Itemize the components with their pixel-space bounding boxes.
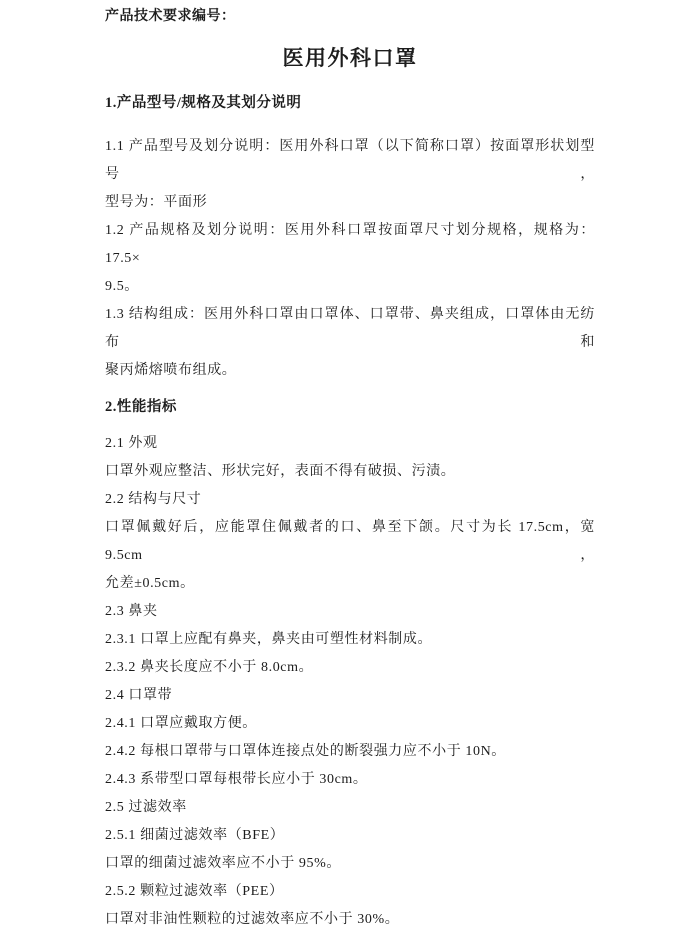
document-line: 2.3.1 口罩上应配有鼻夹，鼻夹由可塑性材料制成。: [105, 632, 433, 647]
document-line: 允差±0.5cm。: [105, 576, 195, 591]
document-line: 1.1 产品型号及划分说明：医用外科口罩（以下简称口罩）按面罩形状划型号，: [105, 139, 595, 182]
document-line: 9.5。: [105, 279, 139, 294]
section-body: [105, 133, 595, 385]
document-line: 2.5 过滤效率: [105, 800, 187, 815]
section-heading: 1.产品型号/规格及其划分说明: [105, 95, 302, 111]
document-line: 2.4 口罩带: [105, 688, 173, 703]
document-line: 2.3.2 鼻夹长度应不小于 8.0cm。: [105, 660, 314, 675]
document-line: 口罩的细菌过滤效率应不小于 95%。: [105, 856, 341, 871]
document-line: 口罩佩戴好后，应能罩住佩戴者的口、鼻至下颌。尺寸为长 17.5cm，宽 9.5cm，: [105, 520, 595, 563]
document-line: 2.3 鼻夹: [105, 604, 158, 619]
document-title: 医用外科口罩: [282, 46, 418, 70]
section-product-model: [105, 89, 595, 385]
document-line: 口罩对非油性颗粒的过滤效率应不小于 30%。: [105, 912, 400, 927]
section-body: [105, 430, 595, 934]
document-line: 2.4.2 每根口罩带与口罩体连接点处的断裂强力应不小于 10N。: [105, 744, 506, 759]
document-line: 2.5.2 颗粒过滤效率（PEE）: [105, 884, 284, 899]
document-line: 2.5.1 细菌过滤效率（BFE）: [105, 828, 285, 843]
document-line: 2.4.1 口罩应戴取方便。: [105, 716, 257, 731]
section-performance: [105, 393, 595, 934]
document-line: 聚丙烯熔喷布组成。: [105, 363, 237, 378]
document-line: 型号为：平面形: [105, 195, 208, 210]
document-line: 2.4.3 系带型口罩每根带长应小于 30cm。: [105, 772, 368, 787]
doc-number-label: 产品技术要求编号：: [105, 9, 236, 24]
document-line: 2.2 结构与尺寸: [105, 492, 202, 507]
document-line: 2.1 外观: [105, 436, 158, 451]
section-heading: 2.性能指标: [105, 399, 177, 415]
document-line: 口罩外观应整洁、形状完好，表面不得有破损、污渍。: [105, 464, 456, 479]
document-line: 1.2 产品规格及划分说明：医用外科口罩按面罩尺寸划分规格，规格为：17.5×: [105, 223, 595, 266]
document-line: 1.3 结构组成：医用外科口罩由口罩体、口罩带、鼻夹组成，口罩体由无纺布和: [105, 307, 595, 350]
